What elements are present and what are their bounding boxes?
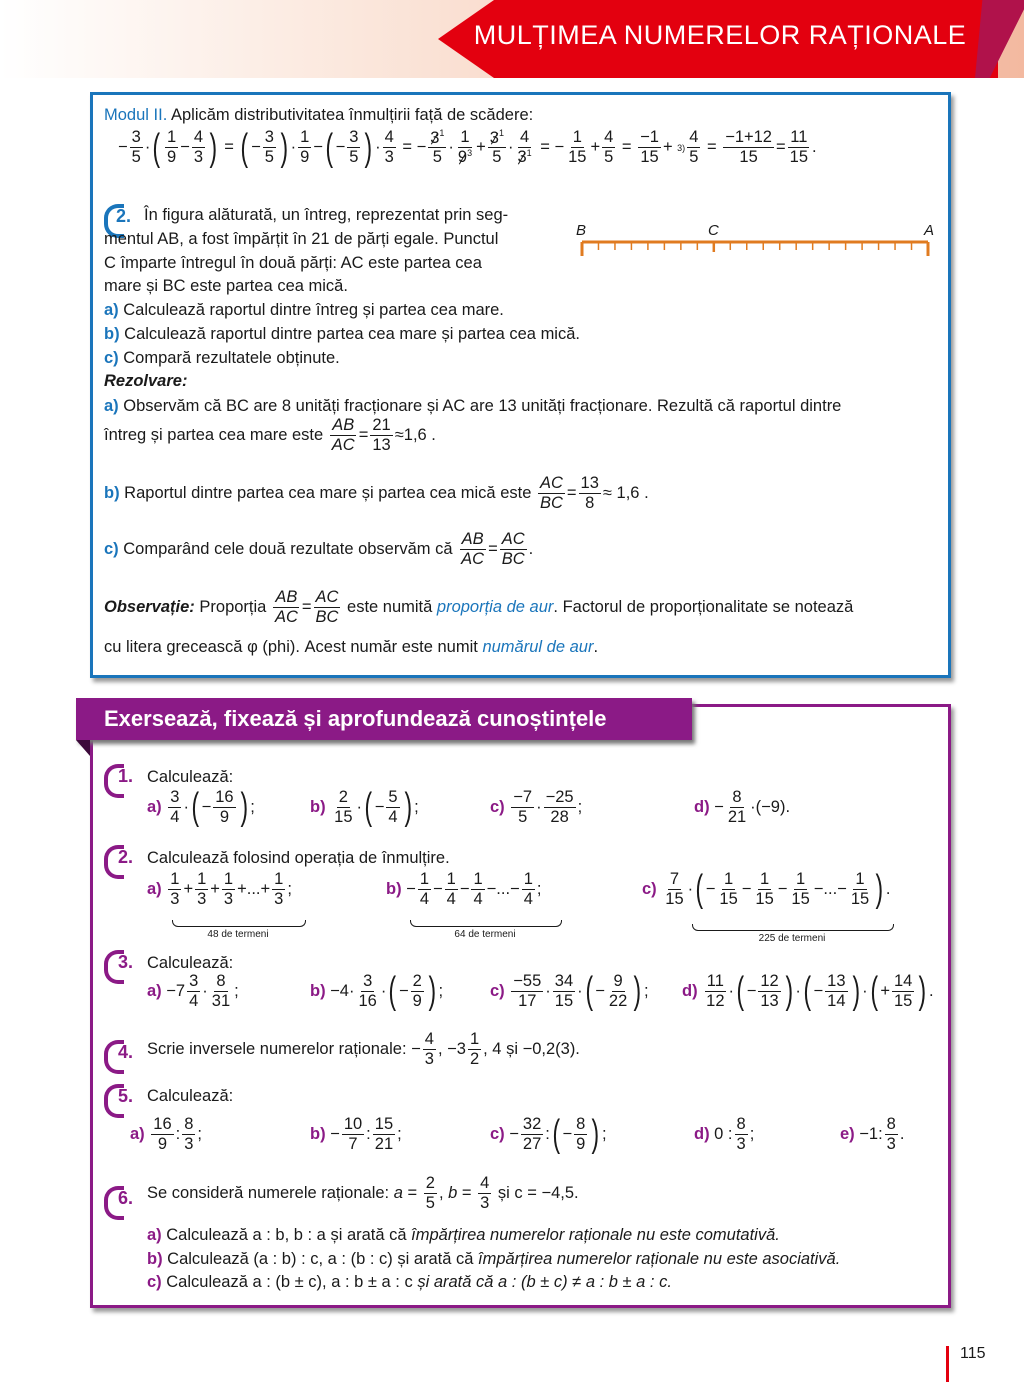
solution-a-line2: întreg și partea cea mare este $\frac{AB}{AC}$ = $\frac{21}{13}$ ≈1,6 . [104,416,436,454]
exercise-3b: b) −4· $\frac{3}{16}$ · ( − $\frac{2}{9}$ ) ; [310,970,444,1013]
solution-c: c) Comparând cele două rezultate observăm că $\frac{AB}{AC}$ = $\frac{AC}{BC}$ . [104,530,534,568]
heading-fold [76,740,90,756]
exercise-2b: b) − $\frac{1}{4}$ − $\frac{1}{4}$ − $\frac{1}{4}$ −...− $\frac{1}{4}$ ; [386,870,542,908]
page-number-bar [946,1346,949,1382]
exercise-5-text: Calculează: [147,1087,234,1105]
exercise-5b: b) − $\frac{10}{7}$ : $\frac{15}{21}$ ; [310,1115,402,1153]
exercise-3d: d) $\frac{11}{12}$ · ( − $\frac{12}{13}$ ) · ( − $\frac{13}{14}$ ) · ( + $\frac{14}{15}$ ) . [682,970,934,1013]
brace-b-label: 64 de termeni [454,929,516,940]
page-number: 115 [960,1345,986,1362]
exercise-1b: b) $\frac{2}{15}$ · ( − $\frac{5}{4}$ ) ; [310,786,419,829]
task-c: c) Compară rezultatele obținute. [104,349,340,367]
brace-c-label: 225 de termeni [758,933,826,944]
segment-diagram [570,218,940,260]
exercise-6c: c) Calculează a : (b ± c), a : b ± a : c și arată că a : (b ± c) ≠ a : b ± a : c. [147,1273,672,1291]
segment-label-a: A [924,222,935,239]
brace-a-label: 48 de termeni [207,929,269,940]
exercises-heading: Exersează, fixează și aprofundează cunoștințele [76,698,692,740]
exercise-3-number: 3. [118,952,134,972]
solution-heading: Rezolvare: [104,372,188,390]
task-a: a) Calculează raportul dintre întreg și partea cea mare. [104,301,504,319]
exercise-3-text: Calculează: [147,954,234,972]
exercise-2-text: Calculează folosind operația de înmulțire. [147,849,450,867]
modul-text: Aplicăm distributivitatea înmulțirii față de scădere: [170,106,534,124]
exercise-6-text: Se consideră numerele raționale: a = $\frac{2}{5}$ , b = $\frac{4}{3}$ și c = −4,5. [147,1174,579,1212]
exercise-2-number: 2. [118,847,134,867]
exercise-2a: a) $\frac{1}{3}$ + $\frac{1}{3}$ + $\frac{1}{3}$ +...+ $\frac{1}{3}$ ; [147,870,292,908]
problem-line-4: mare și BC este partea cea mică. [104,277,348,295]
segment-label-b: B [576,222,587,239]
brace-a [172,920,306,927]
modul-line [104,106,533,125]
exercise-5-number: 5. [118,1086,134,1106]
exercise-5a: a) $\frac{16}{9}$ : $\frac{8}{3}$ ; [130,1115,202,1153]
exercise-1a: a) $\frac{3}{4}$ · ( − $\frac{16}{9}$ ) ; [147,786,255,829]
exercise-4-number: 4. [118,1042,134,1062]
modul-label: Modul II. [104,106,168,124]
golden-number-term: numărul de aur [482,638,594,656]
problem-number: 2. [116,206,132,226]
segment-label-c: C [708,222,719,239]
solution-a-line1: a) Observăm că BC are 8 unități fracționare și AC are 13 unități fracționare. Rezultă că raportul dintre [104,397,842,415]
chapter-title: MULȚIMEA NUMERELOR RAȚIONALE [473,20,967,50]
exercise-5d: d) 0 : $\frac{8}{3}$ ; [694,1115,755,1153]
exercise-6-number: 6. [118,1188,134,1208]
exercise-3c: c) $\frac{-55}{17}$ · $\frac{34}{15}$ · ( − $\frac{9}{22}$ ) ; [490,970,649,1013]
problem-line-2: mentul AB, a fost împărțit în 21 de părți egale. Punctul [104,230,499,248]
brace-b [410,920,562,927]
exercise-1-number: 1. [118,766,134,786]
exercise-2c: c) $\frac{7}{15}$ · ( − $\frac{1}{15}$ − $\frac{1}{15}$ − $\frac{1}{15}$ −...− $\frac{1}{15}$ ) . [642,868,891,911]
exercise-6b: b) Calculează (a : b) : c, a : (b : c) și arată că împărțirea numerelor raționale nu este asociativă. [147,1250,841,1268]
exercise-1d: d) − $\frac{8}{21}$ ·(−9). [694,788,791,826]
exercise-1-text: Calculează: [147,768,234,786]
distributivity-equation: − $\frac{3}{5}$ · ( $\frac{1}{9}$ − $\frac{4}{3}$ ) = ( − $\frac{3}{5}$ ) · $\frac{1}{9}$ − ( − $\frac{3}{5}$ ) · $\frac{4}{3}$ = − $\frac{3^1}{5}$ · $\frac{1}{9^3}$ + $\frac{3^1}{5}$ · $\frac{4}{3^1}$ = − $\frac{1}{15}$ + $\frac{4}{5}$ = $\frac{-1}{15}$ + 3) $\frac{4}{5}$ = $\frac{-1+12}{15}$ = $\frac{11}{15}$ . [118,126,817,169]
observation-line1: Observație: Proporția $\frac{AB}{AC}$ = $\frac{AC}{BC}$ este numită proporția de aur . Factorul de proporționalitate se notează [104,588,854,626]
exercise-5e: e) −1: $\frac{8}{3}$ . [840,1115,905,1153]
exercise-4-text: Scrie inversele numerelor raționale: − $\frac{4}{3}$ , −3 $\frac{1}{2}$ , 4 și −0,2(3). [147,1030,580,1068]
observation-line2: cu litera grecească φ (phi). Acest număr este numit numărul de aur. [104,638,599,656]
solution-b: b) Raportul dintre partea cea mare și partea cea mică este $\frac{AC}{BC}$ = $\frac{13}{8}$ ≈ 1,6 . [104,474,649,512]
brace-c [692,924,894,931]
task-b: b) Calculează raportul dintre partea cea mare și partea cea mică. [104,325,580,343]
exercise-1c: c) $\frac{-7}{5}$ · $\frac{-25}{28}$ ; [490,788,583,826]
golden-ratio-term: proporția de aur [436,597,554,616]
exercise-5c: c) − $\frac{32}{27}$ : ( − $\frac{8}{9}$ ) ; [490,1113,607,1156]
exercise-3a: a) −7 $\frac{3}{4}$ · $\frac{8}{31}$ ; [147,972,239,1010]
exercise-6a: a) Calculează a : b, b : a și arată că împărțirea numerelor raționale nu este comutativă. [147,1226,780,1244]
problem-line-1: În figura alăturată, un întreg, reprezentat prin seg- [144,206,509,224]
problem-line-3: C împarte întregul în două părți: AC este partea cea [104,254,482,272]
segment-ticks [582,242,928,256]
